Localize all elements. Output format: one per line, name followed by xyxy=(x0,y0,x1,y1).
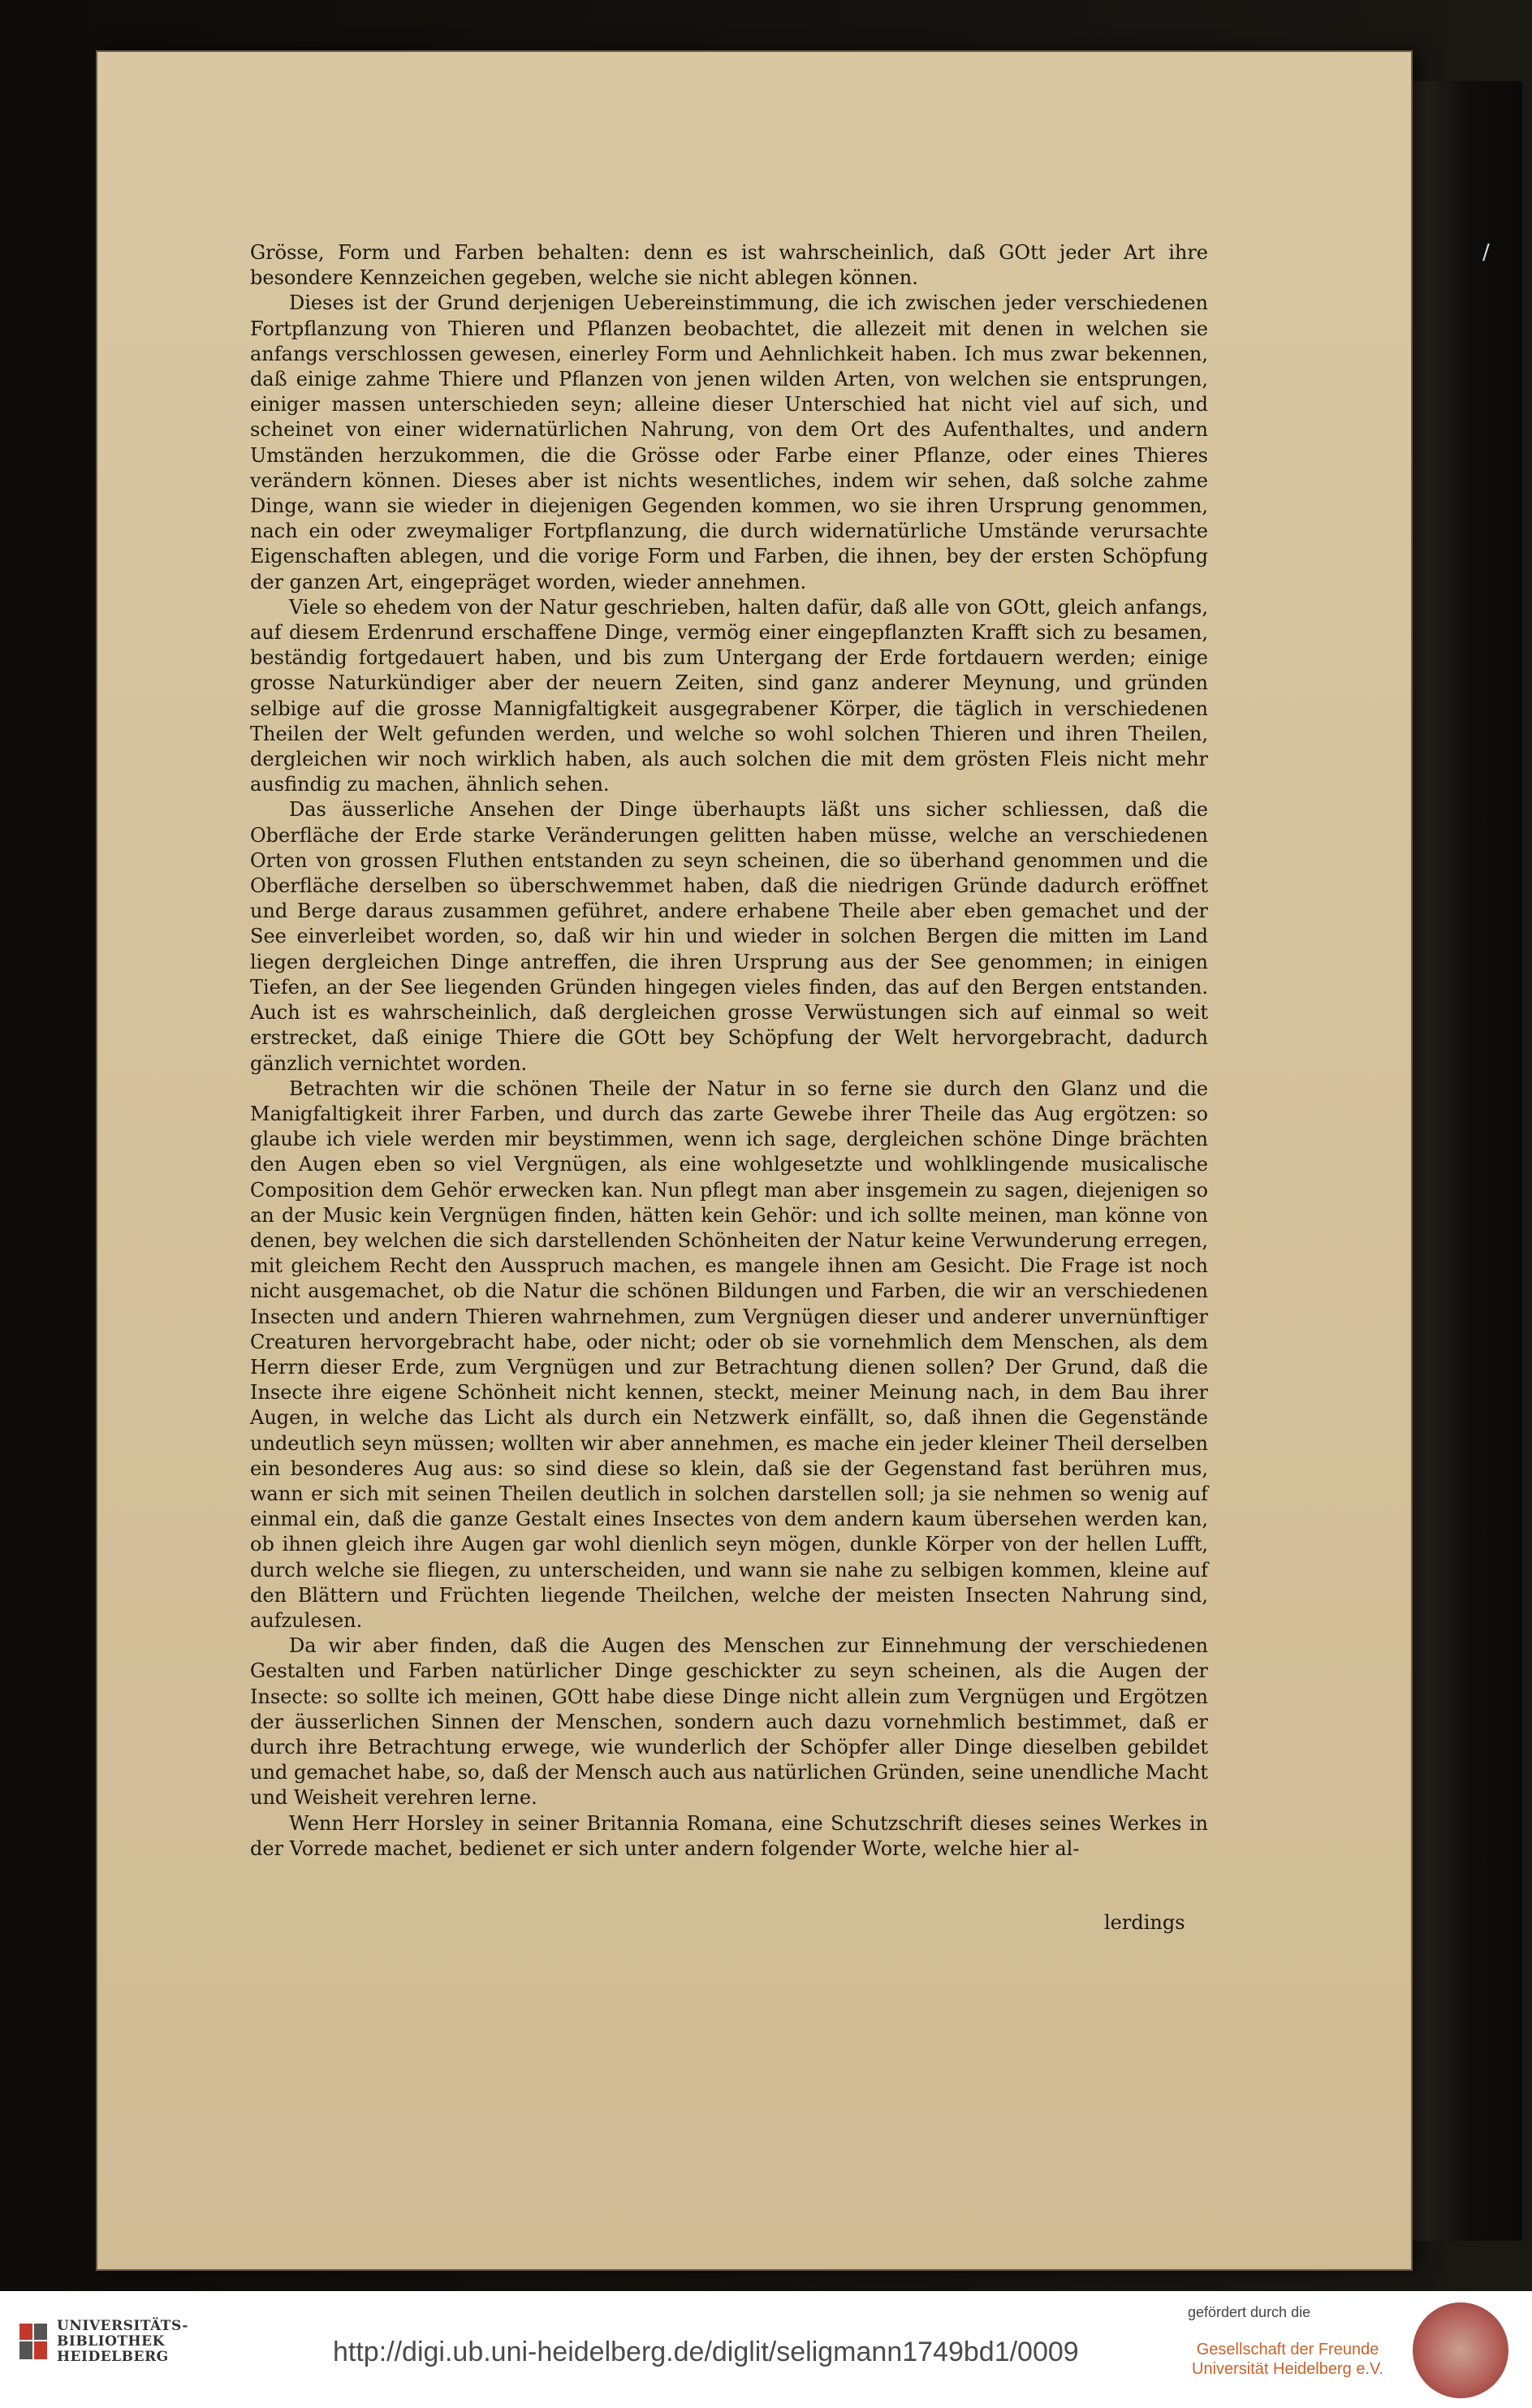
sponsor-name-line: Universität Heidelberg e.V. xyxy=(1192,2360,1384,2378)
paragraph: Das äusserliche Ansehen der Dinge überhaupts läßt uns sicher schliessen, daß die Oberfläche der Erde starke Veränderungen gelitten haben müsse, welche an verschiedenen Orten von grossen Fluthen entstanden zu seyn scheinen, die so überhand genommen und die Oberfläche derselben so überschwemmet haben, daß die niedrigen Gründe dadurch eröffnet und Berge daraus zusammen geführet, andere erhabene Theile aber eben gemachet und der See einverleibet worden, so, daß wir hin und wieder in solchen Bergen die mitten im Land liegen dergleichen Dinge antreffen, die ihren Ursprung aus der See genommen; in einigen Tiefen, an der See liegenden Gründen hingegen vieles finden, das auf den Bergen entstanden. Auch ist es wahrscheinlich, daß dergleichen grosse Verwüstungen sich auf einmal so weit erstrecket, daß einige Thiere die GOtt bey Schöpfung der Welt hervorgebracht, dadurch gänzlich vernichtet worden. xyxy=(250,798,1208,1075)
paragraph: Wenn Herr Horsley in seiner Britannia Romana, eine Schutzschrift dieses seines Werkes in der Vorrede machet, bedienet er sich unter andern folgender Worte, welche hier al- xyxy=(250,1811,1208,1860)
sponsor-name-line: Gesellschaft der Freunde xyxy=(1196,2341,1379,2358)
catchword: lerdings xyxy=(1104,1911,1185,1934)
library-logo-icon xyxy=(19,2324,47,2359)
library-name-line: BIBLIOTHEK xyxy=(57,2333,165,2350)
paragraph: Betrachten wir die schönen Theile der Natur in so ferne sie durch den Glanz und die Manigfaltigkeit ihrer Farben, und durch das zarte Gewebe ihrer Theile das Aug ergötzen: so glaube ich viele werden mir beystimmen, wenn ich sage, dergleichen schöne Dinge brächten den Augen eben so viel Vergnügen, als eine wohlgesetzte und wohlklingende musicalische Composition dem Gehör erwecken kan. Nun pflegt man aber insgemein zu sagen, diejenigen so an der Music kein Vergnügen finden, hätten kein Gehör: und ich sollte meinen, man könne von denen, bey welchen die sich darstellenden Schönheiten der Natur keine Verwunderung erregen, mit gleichem Recht den Ausspruch machen, es mangele ihnen am Gesicht. Die Frage ist noch nicht ausgemachet, ob die Natur die schönen Bildungen und Farben, die wir an verschiedenen Insecten und andern Thieren wahrnehmen, zum Vergnügen dieser und anderer unvernünftiger Creaturen hervorgebracht habe, oder nicht; oder ob sie vornehmlich dem Menschen, als dem Herrn dieser Erde, zum Vergnügen und zur Betrachtung dienen sollen? Der Grund, daß die Insecte ihre eigene Schönheit nicht kennen, steckt, meiner Meinung nach, in dem Bau ihrer Augen, in welche das Licht als durch ein Netzwerk einfällt, so, daß ihnen die Gegenstände undeutlich seyn müssen; wollten wir aber annehmen, es mache ein jeder kleiner Theil derselben ein besonderes Aug aus: so sind diese so klein, daß sie der Gegenstand fast berühren mus, wann er sich mit seinen Theilen deutlich in solchen darstellen soll; ja sie nehmen so wenig auf einmal ein, daß die ganze Gestalt eines Insectes von dem andern kaum übersehen werden kan, ob ihnen gleich ihre Augen gar wohl dienlich seyn mögen, dunkle Körper von der hellen Lufft, durch welche sie fliegen, zu unterscheiden, und wann sie nahe zu selbigen kommen, kleine auf den Blättern und Früchten liegende Theilchen, welche der meisten Insecten Nahrung sind, aufzulesen. xyxy=(250,1077,1208,1632)
source-url-link[interactable]: http://digi.ub.uni-heidelberg.de/diglit/seligmann1749bd1/0009 xyxy=(333,2337,1079,2367)
paragraph: Grösse, Form und Farben behalten: denn es ist wahrscheinlich, daß GOtt jeder Art ihre besondere Kennzeichen gegeben, welche sie nicht ablegen können. xyxy=(250,241,1208,290)
library-name-line: HEIDELBERG xyxy=(57,2349,169,2365)
university-seal-icon xyxy=(1413,2302,1508,2398)
paragraph: Da wir aber finden, daß die Augen des Menschen zur Einnehmung der verschiedenen Gestalten und Farben natürlicher Dinge geschickter zu seyn scheinen, als die Augen der Insecte: so sollte ich meinen, GOtt habe diese Dinge nicht allein zum Vergnügen und Ergötzen der äusserlichen Sinnen der Menschen, sondern auch dazu vornehmlich bestimmet, daß er durch ihre Betrachtung erwege, wie wunderlich der Schöpfer aller Dinge dieselben gebildet und gemachet habe, so, daß der Mensch auch aus natürlichen Gründen, seine unendliche Macht und Weisheit verehren lerne. xyxy=(250,1634,1208,1810)
sponsor-label: gefördert durch die xyxy=(1188,2304,1311,2320)
sponsor-name xyxy=(1192,2340,1383,2379)
library-name xyxy=(57,2319,188,2365)
library-name-line: UNIVERSITÄTS- xyxy=(57,2318,188,2334)
margin-mark: / xyxy=(1482,240,1490,265)
paragraph: Viele so ehedem von der Natur geschrieben, halten dafür, daß alle von GOtt, gleich anfangs, auf diesem Erdenrund erschaffene Dinge, vermög einer eingepflanzten Krafft sich zu besamen, beständig fortgedauert haben, und bis zum Untergang der Erde fortdauern werden; einige grosse Naturkündiger aber der neuern Zeiten, sind ganz anderer Meynung, und gründen selbige auf die grosse Mannigfaltigkeit ausgegrabener Körper, die täglich in verschiedenen Theilen der Welt gefunden werden, und welche so wohl solchen Thieren und ihren Theilen, dergleichen wir noch wirklich haben, als auch solchen die mit dem grösten Fleis nicht mehr ausfindig zu machen, ähnlich sehen. xyxy=(250,595,1208,796)
paragraph: Dieses ist der Grund derjenigen Uebereinstimmung, die ich zwischen jeder verschiedenen Fortpflanzung von Thieren und Pflanzen beobachtet, die allezeit mit denen in welchen sie anfangs verschlossen gewesen, einerley Form und Aehnlichkeit haben. Ich mus zwar bekennen, daß einige zahme Thiere und Pflanzen von jenen wilden Arten, von welchen sie entsprungen, einiger massen unterschieden seyn; alleine dieser Unterschied hat nicht viel auf sich, und scheinet von einer widernatürlichen Nahrung, von dem Ort des Aufenthaltes, und andern Umständen herzukommen, die die Grösse oder Farbe einer Pflanze, oder eines Thieres verändern können. Dieses aber ist nichts wesentliches, indem wir sehen, daß solche zahme Dinge, wann sie wieder in diejenigen Gegenden kommen, wo sie ihren Ursprung genommen, nach ein oder zweymaliger Fortpflanzung, die durch widernatürliche Umstände verursachte Eigenschaften ablegen, und die vorige Form und Farben, die ihnen, bey der ersten Schöpfung der ganzen Art, eingepräget worden, wieder annehmen. xyxy=(250,291,1208,593)
page-text xyxy=(250,240,1208,1862)
